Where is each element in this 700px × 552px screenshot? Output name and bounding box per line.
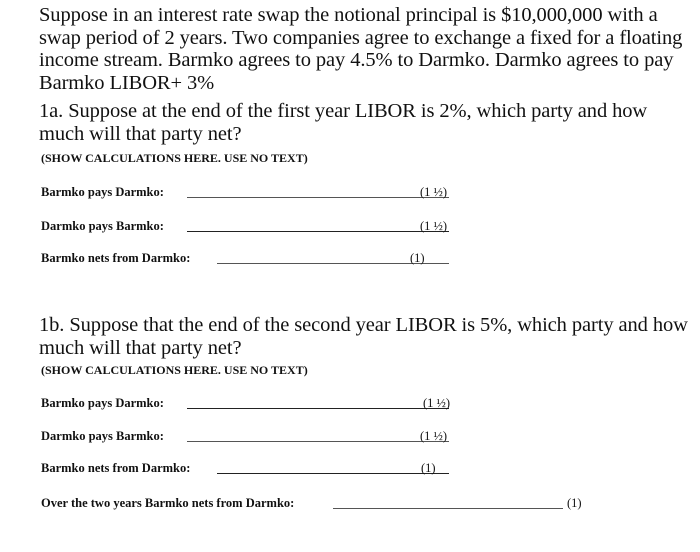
answer-blank[interactable] (333, 508, 563, 509)
points-value: (1) (567, 496, 582, 510)
answer-row-1a-barmko-nets (41, 250, 681, 266)
answer-label: Barmko pays Darmko: (41, 396, 164, 410)
answer-row-1b-barmko-nets (41, 460, 681, 476)
answer-label: Darmko pays Barmko: (41, 219, 164, 233)
answer-label: Barmko nets from Darmko: (41, 461, 191, 475)
points-value: (1 ½) (420, 219, 448, 233)
answer-row-1a-barmko-pays (41, 184, 681, 200)
answer-blank[interactable] (187, 408, 449, 409)
points-value: (1 ½) (420, 429, 448, 443)
instruction-1b: (SHOW CALCULATIONS HERE. USE NO TEXT) (41, 363, 308, 377)
points-value: (1 ½) (420, 185, 448, 199)
answer-label: Barmko nets from Darmko: (41, 251, 191, 265)
answer-label: Over the two years Barmko nets from Darmko: (41, 496, 295, 510)
points-value: (1) (410, 251, 425, 265)
answer-row-total (41, 495, 681, 511)
answer-label: Darmko pays Barmko: (41, 429, 164, 443)
answer-row-1b-barmko-pays (41, 395, 681, 411)
answer-blank[interactable] (187, 441, 449, 442)
question-1a: 1a. Suppose at the end of the first year LIBOR is 2%, which party and how much will that party net? (39, 100, 648, 145)
answer-label: Barmko pays Darmko: (41, 185, 164, 199)
intro-paragraph: Suppose in an interest rate swap the notional principal is $10,000,000 with a swap period of 2 years. Two companies agree to exchange a fixed for a floating income stream. Barmko agrees to pay 4.5% to Darmko. Darmko agrees to pay Barmko LIBOR+ 3% (39, 4, 683, 94)
points-value: (1 ½) (423, 396, 451, 410)
answer-blank[interactable] (187, 197, 449, 198)
answer-row-1b-darmko-pays (41, 428, 681, 444)
instruction-1a: (SHOW CALCULATIONS HERE. USE NO TEXT) (41, 151, 308, 165)
answer-blank[interactable] (217, 473, 449, 474)
answer-blank[interactable] (187, 231, 449, 232)
answer-row-1a-darmko-pays (41, 218, 681, 234)
points-value: (1) (421, 461, 436, 475)
question-1b: 1b. Suppose that the end of the second year LIBOR is 5%, which party and how much will that party net? (39, 314, 688, 359)
